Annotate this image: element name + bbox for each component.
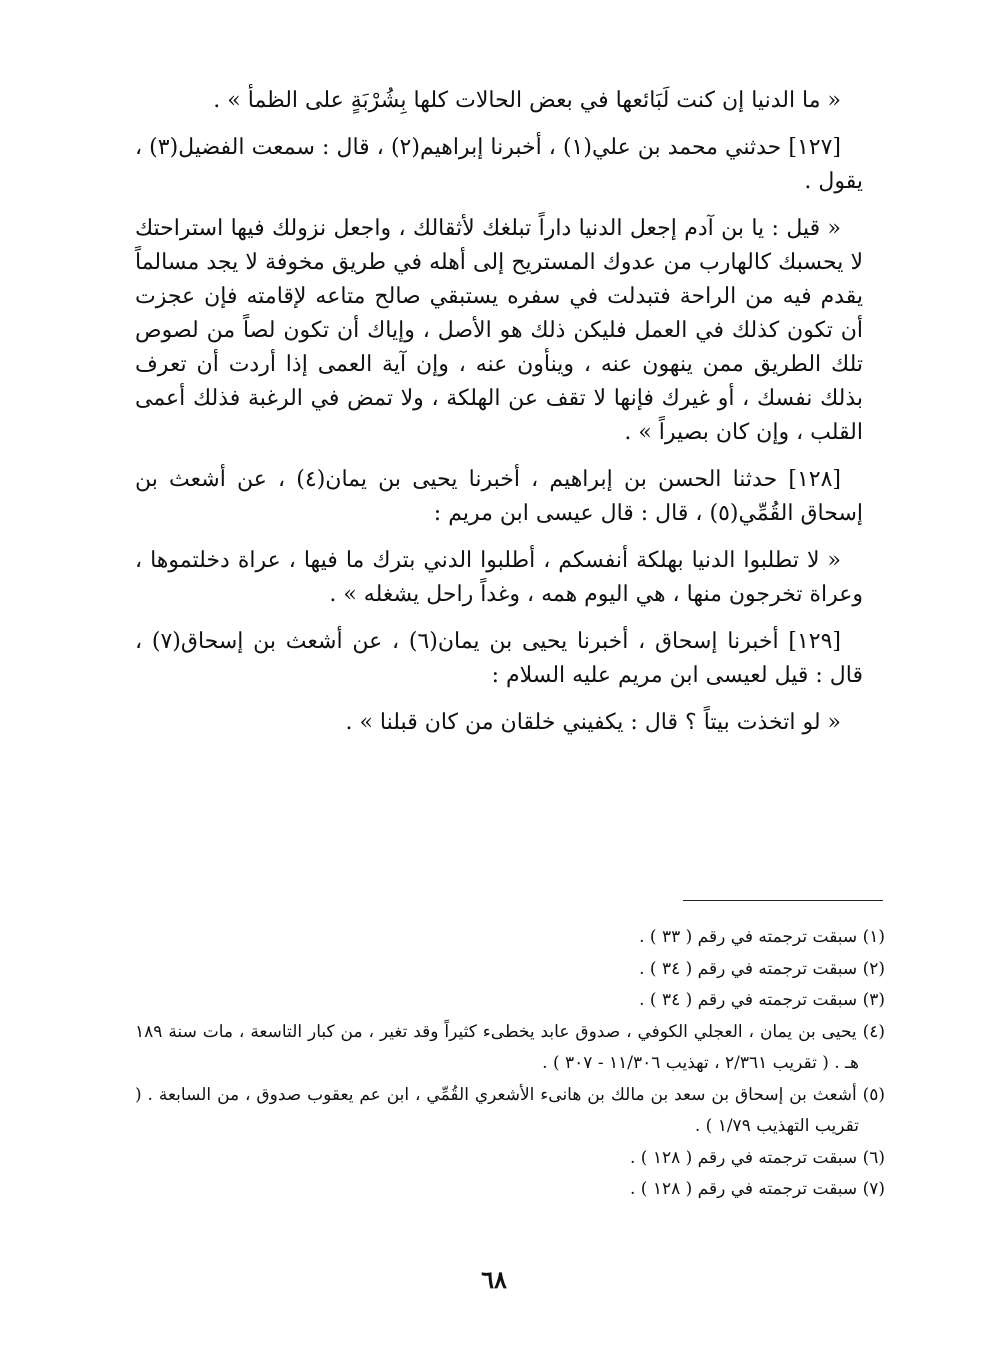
- narration-129-text: « لو اتخذت بيتاً ؟ قال : يكفيني خلقان من كان قبلنا » .: [345, 710, 841, 735]
- narration-127-text: « قيل : يا بن آدم إجعل الدنيا داراً تبلغك لأثقالك ، واجعل نزولك فيها استراحتك لا يحسبك كالهارب من عدوك المستريح إلى أهله في طريق مخوفة لا يجد مسالماً يقدم فيه من الراحة فتبدلت في سفره يستبقي صالح متاعه لإقامته فإن عجزت أن تكون كذلك في العمل فليكن ذلك هو الأصل ، وإياك أن تكون لصاً من لصوص تلك الطريق ممن ينهون عنه ، وينأون عنه ، وإن آية العمى إذا أردت أن تعرف بذلك نفسك ، أو غيرك فإنها لا تقف عن الهلكة ، ولا تمض في الرغبة فذلك أعمى القلب ، وإن كان بصيراً » .: [135, 216, 863, 445]
- verse-quote: « ما الدنيا إن كنت لَبَائعها في بعض الحالات كلها بِشُرْبَةٍ على الظمأ » .: [213, 88, 841, 113]
- narration-128-text: « لا تطلبوا الدنيا بهلكة أنفسكم ، أطلبوا الدني بترك ما فيها ، عراة دخلتموها ، وعراة تخرجون منها ، هي اليوم همه ، وغداً راحل يشغله » .: [135, 548, 863, 607]
- footnote-6: (٦) سبقت ترجمته في رقم ( ١٢٨ ) .: [629, 1147, 885, 1168]
- footnote-7: (٧) سبقت ترجمته في رقم ( ١٢٨ ) .: [629, 1179, 885, 1199]
- main-text: [135, 84, 863, 753]
- narration-128-chain: [١٢٨] حدثنا الحسن بن إبراهيم ، أخبرنا يحيى بن يمان(٤) ، عن أشعث بن إسحاق القُمِّي(٥) ، قال : قال عيسى ابن مريم :: [135, 467, 863, 526]
- narration-129-chain: [١٢٩] أخبرنا إسحاق ، أخبرنا يحيى بن يمان(٦) ، عن أشعث بن إسحاق(٧) ، قال : قيل لعيسى ابن مريم عليه السلام :: [135, 629, 863, 688]
- footnote-divider: [683, 900, 883, 901]
- footnote-3: (٣) سبقت ترجمته في رقم ( ٣٤ ) .: [639, 990, 885, 1010]
- page-number: ٦٨: [481, 1265, 507, 1294]
- footnote-1: (١) سبقت ترجمته في رقم ( ٣٣ ) .: [639, 927, 885, 947]
- footnote-5: (٥) أشعث بن إسحاق بن سعد بن مالك بن هانىء الأشعري القُمِّي ، ابن عم يعقوب صدوق ، من السابعة . ( تقريب التهذيب ١/٧٩ ) .: [135, 1084, 885, 1136]
- narration-127-chain: [١٢٧] حدثني محمد بن علي(١) ، أخبرنا إبراهيم(٢) ، قال : سمعت الفضيل(٣) ، يقول .: [135, 135, 863, 194]
- footnote-4: (٤) يحيى بن يمان ، العجلي الكوفي ، صدوق عابد يخطىء كثيراً وقد تغير ، من كبار التاسعة ، مات سنة ١٨٩ هـ . ( تقريب ٢/٣٦١ ، تهذيب ١١/٣٠٦ - ٣٠٧ ) .: [135, 1021, 885, 1073]
- footnote-2: (٢) سبقت ترجمته في رقم ( ٣٤ ) .: [639, 958, 885, 979]
- footnotes: [135, 922, 885, 1206]
